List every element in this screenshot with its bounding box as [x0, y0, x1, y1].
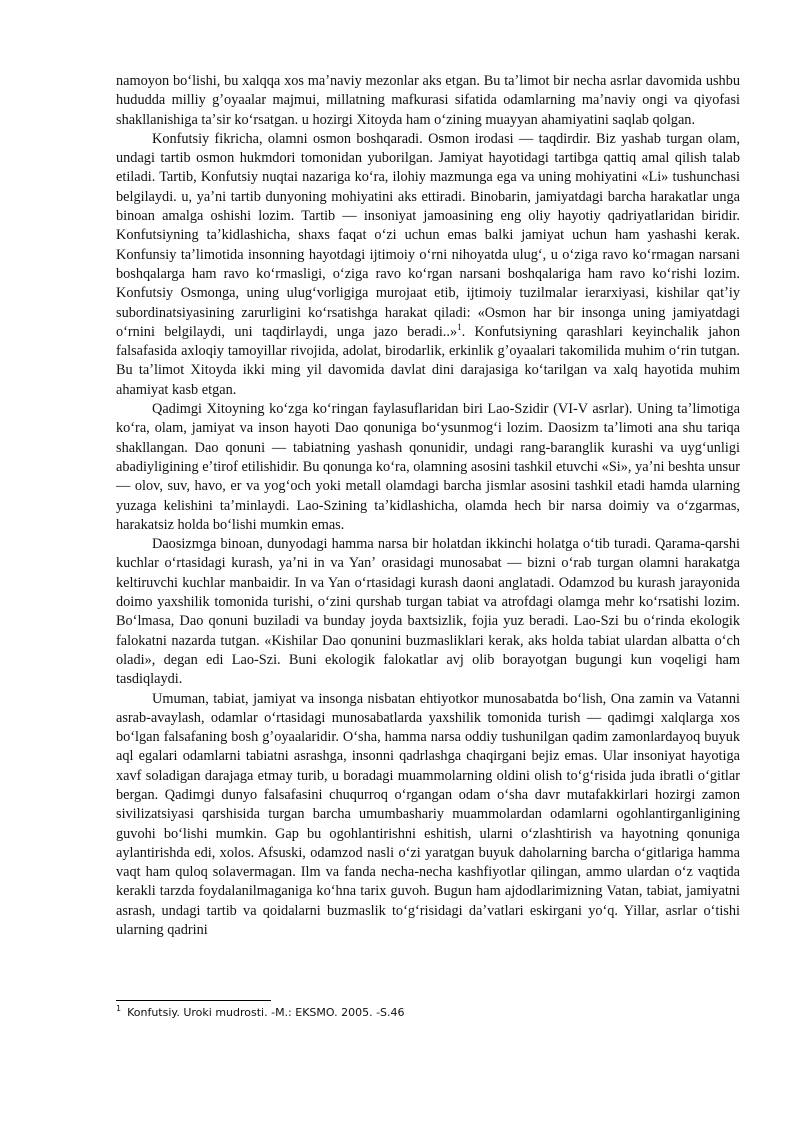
paragraph: Qadimgi Xitoyning koʻzga koʻringan faylasuflaridan biri Lao-Szidir (VI-V asrlar). Uning taʼlimotiga koʻra, olam, jamiyat va inson hayoti Dao qonuniga boʻysunmogʻi lozim. Daosizm taʼlimoti ana shu tariqa shakllangan. Dao qonuni — tabiatning yashash qonunidir, undagi rang-baranglik kurashi va uygʻunligi abadiyligining eʼtirof etilishidir. Bu qonunga koʻra, olamning asosini tashkil etuvchi «Si», yaʼni beshta unsur — olov, suv, havo, er va yogʻoch yoki metall olamdagi barcha jismlar asosini tashkil etadi hamda ularning yuzaga kelishini taʼminlaydi. Lao-Szining taʼkidlashicha, olamda hech bir narsa doimiy va oʻzgarmas, harakatsiz holda boʻlishi mumkin emas. — [116, 401, 740, 533]
paragraph: Umuman, tabiat, jamiyat va insonga nisbatan ehtiyotkor munosabatda boʻlish, Ona zamin va Vatanni asrab-avaylash, odamlar oʻrtasidagi munosabatlarda yaxshilik tomonida turish — qadimgi xalqlarga xos boʻlgan falsafaning bosh gʼoyaalaridir. Oʻsha, hamma narsa oddiy tushunilgan qadim zamonlardayoq buyuk aql egalari odamlarni tabiatni asrashga, insonni qadrlashga chaqirgani bejiz emas. Ular insoniyat hayotiga xavf soladigan darajaga etmay turib, u boradagi muammolarning oldini olish toʻgʻrisida juda ibratli oʻgitlar bergan. Qadimgi dunyo falsafasini chuqurroq oʻrgangan odam oʻsha davr mutafakkirlari hozirgi zamon sivilizatsiyasi qarshisida turgan barcha umumbashariy muammolardan odamlarni ogohlantirganligining guvohi boʻlishi mumkin. Gap bu ogohlantirishni eshitish, ularni oʻzlashtirish va hayotning qonuniga aylantirishda edi, xolos. Afsuski, odamzod nasli oʻzi yaratgan buyuk daholarning barcha oʻgitlariga hamma vaqt ham quloq solavermagan. Ilm va fanda necha-necha kashfiyotlar qilingan, ammo ulardan oʻz vaqtida kerakli tarzda foydalanilmaganiga koʻhna tarix guvoh. Bugun ham ajdodlarimizning Vatan, tabiat, jamiyatni asrash, undagi tartib va qoidalarni buzmaslik toʻgʻrisidagi daʼvatlari eskirgani yoʻq. Yillar, asrlar oʻtishi ularning qadrini — [116, 690, 740, 939]
footnote-marker: 1 — [116, 1004, 122, 1014]
document-body — [116, 72, 740, 940]
footnote-text: Konfutsiy. Uroki mudrosti. -M.: EKSMO. 2005. -S.46 — [127, 1006, 405, 1019]
paragraph: Daosizmga binoan, dunyodagi hamma narsa bir holatdan ikkinchi holatga oʻtib turadi. Qarama-qarshi kuchlar oʻrtasidagi kurash, yaʼni in va Yanʼ orasidagi munosabat — bizni oʻrab turgan olamni harakatga keltiruvchi kuchlar manbaidir. In va Yan oʻrtasidagi kurash daoni anglatadi. Odamzod bu kurash jarayonida doimo yaxshilik tomonida turishi, oʻzini qurshab turgan tabiat va atrofdagi olamga mehr koʻrsatishi lozim. Boʻlmasa, Dao qonuni buziladi va bunday joyda baxtsizlik, fojia yuz beradi. Lao-Szi bu oʻrinda ekologik falokatni nazarda tutgan. «Kishilar Dao qonunini buzmasliklari kerak, aks holda tabiat ulardan albatta oʻch oladi», degan edi Lao-Szi. Buni ekologik falokatlar avj olib borayotgan bugungi kun voqeligi ham tasdiqlaydi. — [116, 536, 740, 688]
footnote-separator — [116, 1000, 271, 1001]
footnote — [116, 1006, 740, 1020]
paragraph: namoyon boʻlishi, bu xalqqa xos maʼnaviy mezonlar aks etgan. Bu taʼlimot bir necha asrlar davomida ushbu hududda milliy gʼoyaalar majmui, millatning mafkurasi sifatida odamlarning maʼnaviy ongi va qiyofasi shakllanishiga taʼsir koʻrsatgan. u hozirgi Xitoyda ham oʻzining muayyan ahamiyatini saqlab qolgan. — [116, 73, 740, 128]
paragraph-text-continued: . Konfutsiyning qarashlari keyinchalik jahon falsafasida axloqiy tamoyillar rivojida, adolat, birodarlik, erkinlik gʼoyaalari takomilida muhim oʻrin tutgan. Bu taʼlimot Xitoyda ikki ming yil davomida davlat dini darajasiga koʻtarilgan va xalq hayotida muhim ahamiyat kasb etgan. — [116, 323, 740, 398]
paragraph-text: Konfutsiy fikricha, olamni osmon boshqaradi. Osmon irodasi — taqdirdir. Biz yashab turgan olam, undagi tartib osmon hukmdori tomonidan yuborilgan. Jamiyat hayotidagi tartibga qattiq amal qilish talab etiladi. Tartib, Konfutsiy nuqtai nazariga koʻra, ilohiy mazmunga ega va uning mohiyatini «Li» tushunchasi belgilaydi. u, yaʼni tartib dunyoning mohiyatini aks ettiradi. Binobarin, jamiyatdagi barcha harakatlar unga binoan amalga oshishi lozim. Tartib — insoniyat jamoasining eng oliy hayotiy qadriyatlaridan biridir. Konfutsiyning taʼkidlashicha, shaxs faqat oʻzi uchun emas balki jamiyat uchun ham yashashi kerak. Konfunsiy taʼlimotida insonning hayotdagi ijtimoiy oʻrni nihoyatda ulugʻ, u oʻziga ravo koʻrmagan narsani boshqalarga ham ravo koʻrmasligi, oʻziga ravo koʻrgan narsani boshqalariga ham ravo koʻrishi lozim. Konfutsiy Osmonga, uning ulugʻvorligiga murojaat etib, ijtimoiy tuzilmalar ierarxiyasi, kishilar qatʼiy subordinatsiyasining zarurligini koʻrsatishga harakat qiladi: «Osmon har bir insonga uning jamiyatdagi oʻrnini belgilaydi, uni taqdirlaydi, unga jazo beradi..» — [116, 130, 740, 340]
paragraph — [116, 130, 740, 400]
footnote-reference[interactable]: 1 — [457, 322, 462, 333]
